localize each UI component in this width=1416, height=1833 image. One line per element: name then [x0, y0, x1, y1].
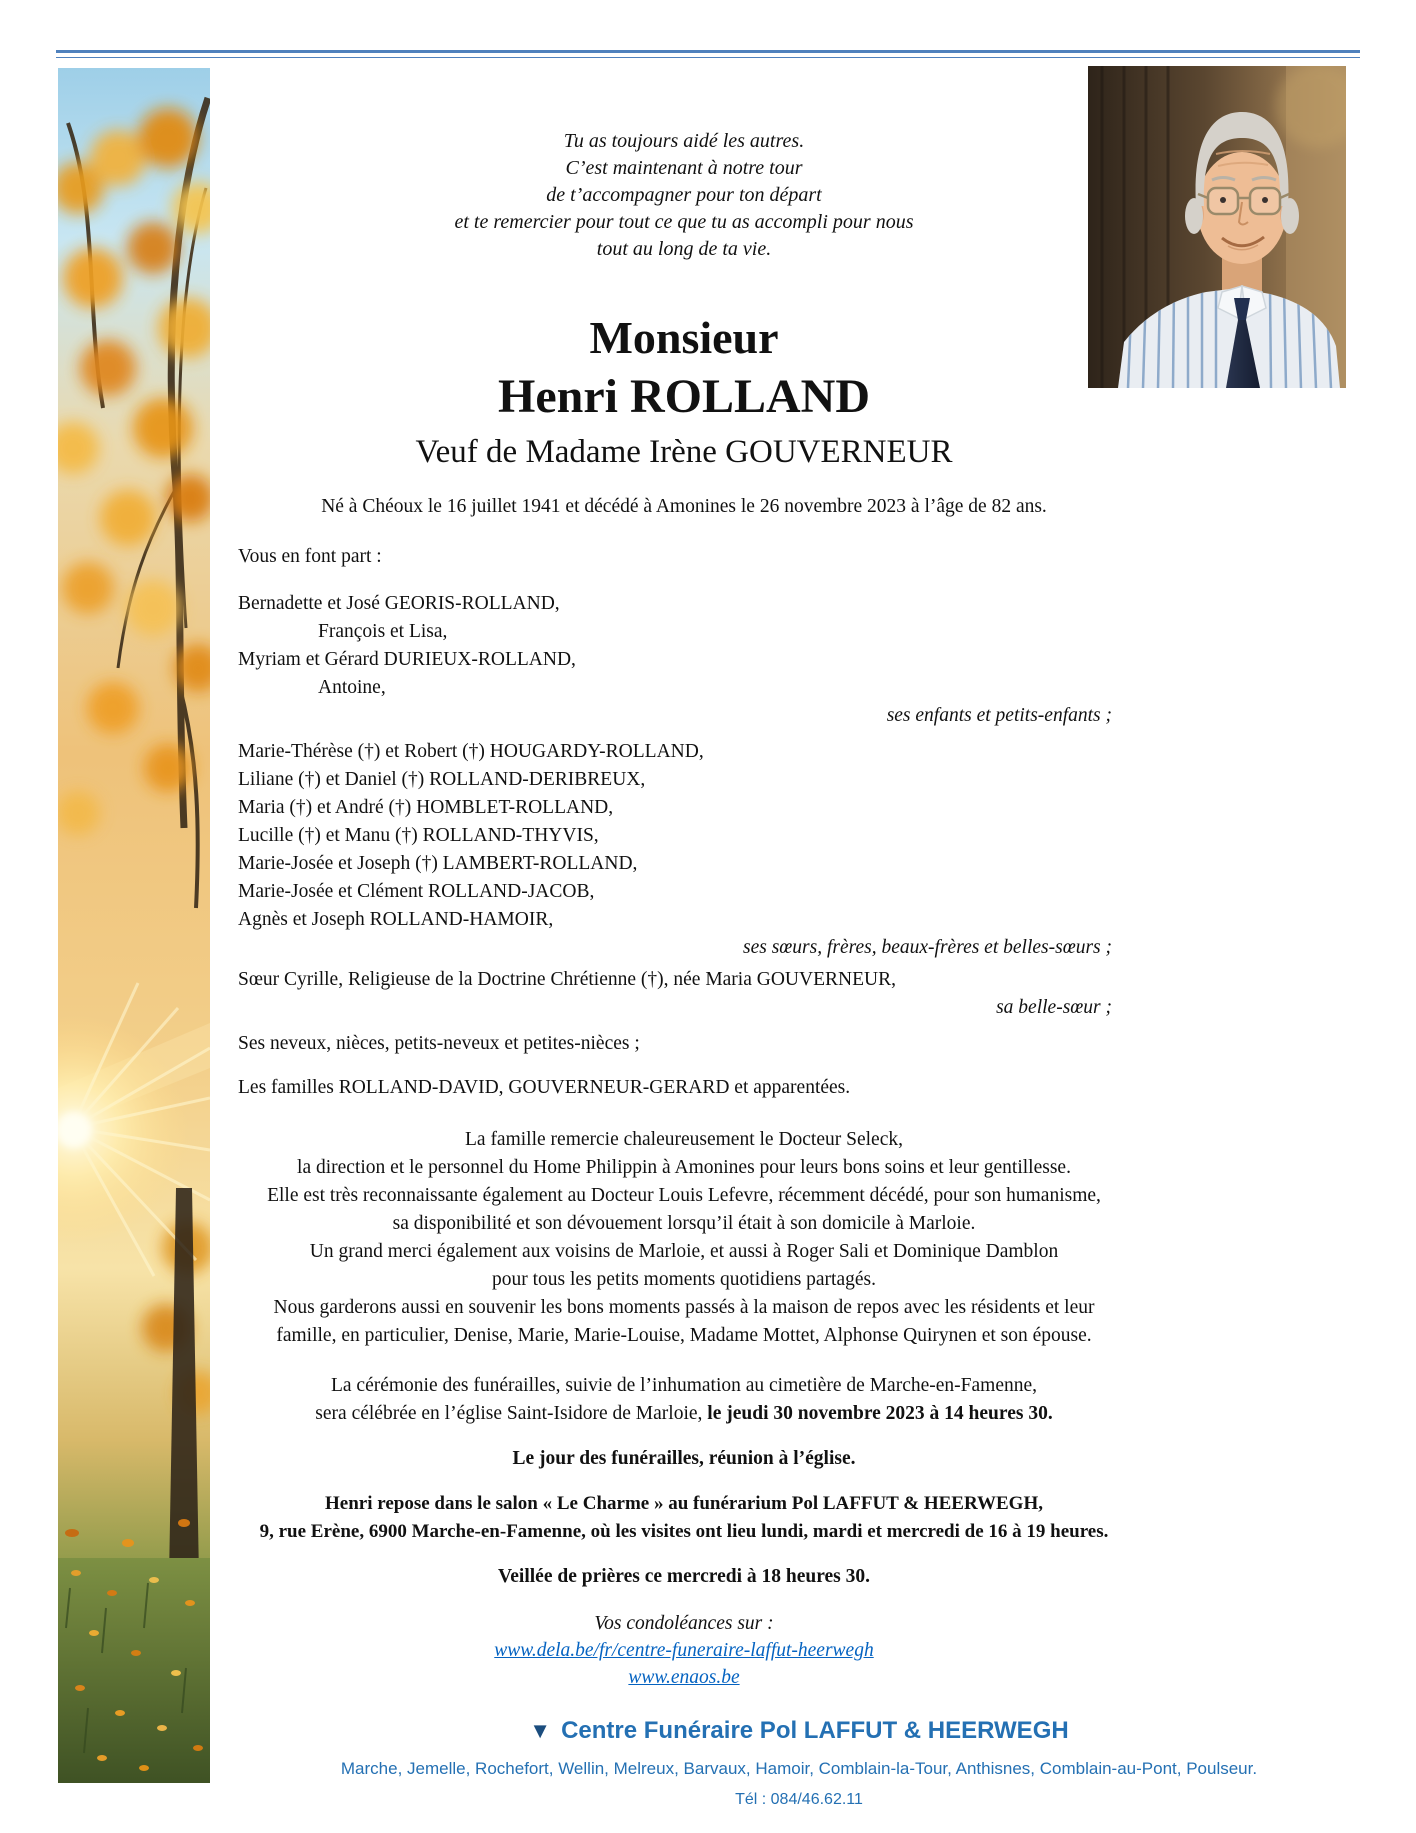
family-line: Marie-Thérèse (†) et Robert (†) HOUGARDY-ROLLAND,	[238, 741, 704, 762]
birth-death-line: Né à Chéoux le 16 juillet 1941 et décédé à Amonines le 26 novembre 2023 à l’âge de 82 ans.	[321, 496, 1047, 517]
thanks-line: Nous garderons aussi en souvenir les bons moments passés à la maison de repos avec les résidents et leur	[273, 1297, 1095, 1318]
thanks-line: la direction et le personnel du Home Philippin à Amonines pour leurs bons soins et leur gentillesse.	[297, 1157, 1071, 1178]
title-salutation: Monsieur	[589, 312, 779, 363]
epitaph	[238, 128, 1130, 263]
family-list	[238, 590, 1130, 1102]
thanks-line: Elle est très reconnaissante également au Docteur Louis Lefevre, récemment décédé, pour son humanisme,	[267, 1185, 1101, 1206]
ceremony-date: le jeudi 30 novembre 2023 à 14 heures 30.	[707, 1403, 1053, 1424]
funeral-home-name: Centre Funéraire Pol LAFFUT & HEERWEGH	[561, 1717, 1069, 1744]
family-line: Bernadette et José GEORIS-ROLLAND,	[238, 593, 560, 614]
repose-line: Henri repose dans le salon « Le Charme » au funérarium Pol LAFFUT & HEERWEGH,	[324, 1493, 1043, 1514]
condolences-link-enaos[interactable]: www.enaos.be	[628, 1667, 740, 1688]
family-line: Liliane (†) et Daniel (†) ROLLAND-DERIBREUX,	[238, 769, 646, 790]
relation-label: sa belle-sœur ;	[996, 997, 1112, 1018]
funeral-home-locations: Marche, Jemelle, Rochefort, Wellin, Melreux, Barvaux, Hamoir, Comblain-la-Tour, Anthisnes, Comblain-au-Pont, Poulseur.	[340, 1759, 1258, 1778]
family-line: Sœur Cyrille, Religieuse de la Doctrine Chrétienne (†), née Maria GOUVERNEUR,	[238, 969, 896, 990]
funeral-home-line	[238, 1717, 1360, 1745]
family-line: Marie-Josée et Joseph (†) LAMBERT-ROLLAND,	[238, 853, 638, 874]
ceremony-info	[238, 1372, 1130, 1428]
thanks-line: sa disponibilité et son dévouement lorsqu’il était à son domicile à Marloie.	[392, 1213, 976, 1234]
repose-line: 9, rue Erène, 6900 Marche-en-Famenne, où les visites ont lieu lundi, mardi et mercredi de 16 à 19 heures.	[259, 1521, 1109, 1542]
thanks-line: pour tous les petits moments quotidiens partagés.	[492, 1269, 876, 1290]
ceremony-line: La cérémonie des funérailles, suivie de l’inhumation au cimetière de Marche-en-Famenne,	[330, 1375, 1038, 1396]
family-line: François et Lisa,	[318, 621, 448, 642]
family-line: Antoine,	[318, 677, 386, 698]
family-line: Agnès et Joseph ROLLAND-HAMOIR,	[238, 909, 554, 930]
autumn-trees-illustration	[58, 68, 210, 1783]
condolences-link-dela[interactable]: www.dela.be/fr/centre-funeraire-laffut-heerwegh	[494, 1640, 874, 1661]
autumn-trees-photo	[58, 68, 210, 1783]
relation-label: ses enfants et petits-enfants ;	[886, 705, 1112, 726]
thanks-line: La famille remercie chaleureusement le Docteur Seleck,	[465, 1129, 903, 1150]
funeral-home-phone: Tél : 084/46.62.11	[735, 1791, 863, 1808]
epitaph-line: C’est maintenant à notre tour	[565, 157, 803, 179]
funeral-day-note: Le jour des funérailles, réunion à l’église.	[512, 1448, 856, 1469]
condolences-label: Vos condoléances sur :	[594, 1613, 774, 1634]
widower-line: Veuf de Madame Irène GOUVERNEUR	[415, 434, 953, 470]
epitaph-line: Tu as toujours aidé les autres.	[563, 130, 805, 152]
top-double-border	[56, 50, 1360, 58]
family-line: Les familles ROLLAND-DAVID, GOUVERNEUR-GERARD et apparentées.	[238, 1077, 851, 1098]
ceremony-line	[238, 1400, 1130, 1428]
epitaph-line: tout au long de ta vie.	[596, 238, 772, 260]
family-line: Marie-Josée et Clément ROLLAND-JACOB,	[238, 881, 595, 902]
announcement-intro: Vous en font part :	[238, 546, 382, 567]
epitaph-line: de t’accompagner pour ton départ	[546, 184, 822, 206]
deceased-name: Henri ROLLAND	[498, 370, 870, 423]
condolences	[238, 1610, 1130, 1691]
family-line: Lucille (†) et Manu (†) ROLLAND-THYVIS,	[238, 825, 599, 846]
thanks-line: famille, en particulier, Denise, Marie, Marie-Louise, Madame Mottet, Alphonse Quirynen et son épouse.	[276, 1325, 1092, 1346]
vigil-note: Veillée de prières ce mercredi à 18 heures 30.	[497, 1566, 871, 1587]
ceremony-text: sera célébrée en l’église Saint-Isidore de Marloie,	[315, 1403, 708, 1424]
family-line: Myriam et Gérard DURIEUX-ROLLAND,	[238, 649, 576, 670]
epitaph-line: et te remercier pour tout ce que tu as accompli pour nous	[454, 211, 914, 233]
family-line: Maria (†) et André (†) HOMBLET-ROLLAND,	[238, 797, 614, 818]
thanks-line: Un grand merci également aux voisins de Marloie, et aussi à Roger Sali et Dominique Damblon	[309, 1241, 1059, 1262]
funeral-home-footer	[238, 1717, 1360, 1809]
dela-triangle-icon: ▼	[529, 1718, 552, 1743]
relation-label: ses sœurs, frères, beaux-frères et belles-sœurs ;	[742, 937, 1112, 958]
repose-info	[238, 1490, 1130, 1546]
family-line: Ses neveux, nièces, petits-neveux et petites-nièces ;	[238, 1033, 640, 1054]
acknowledgements	[238, 1126, 1130, 1350]
card-body	[238, 128, 1130, 1691]
